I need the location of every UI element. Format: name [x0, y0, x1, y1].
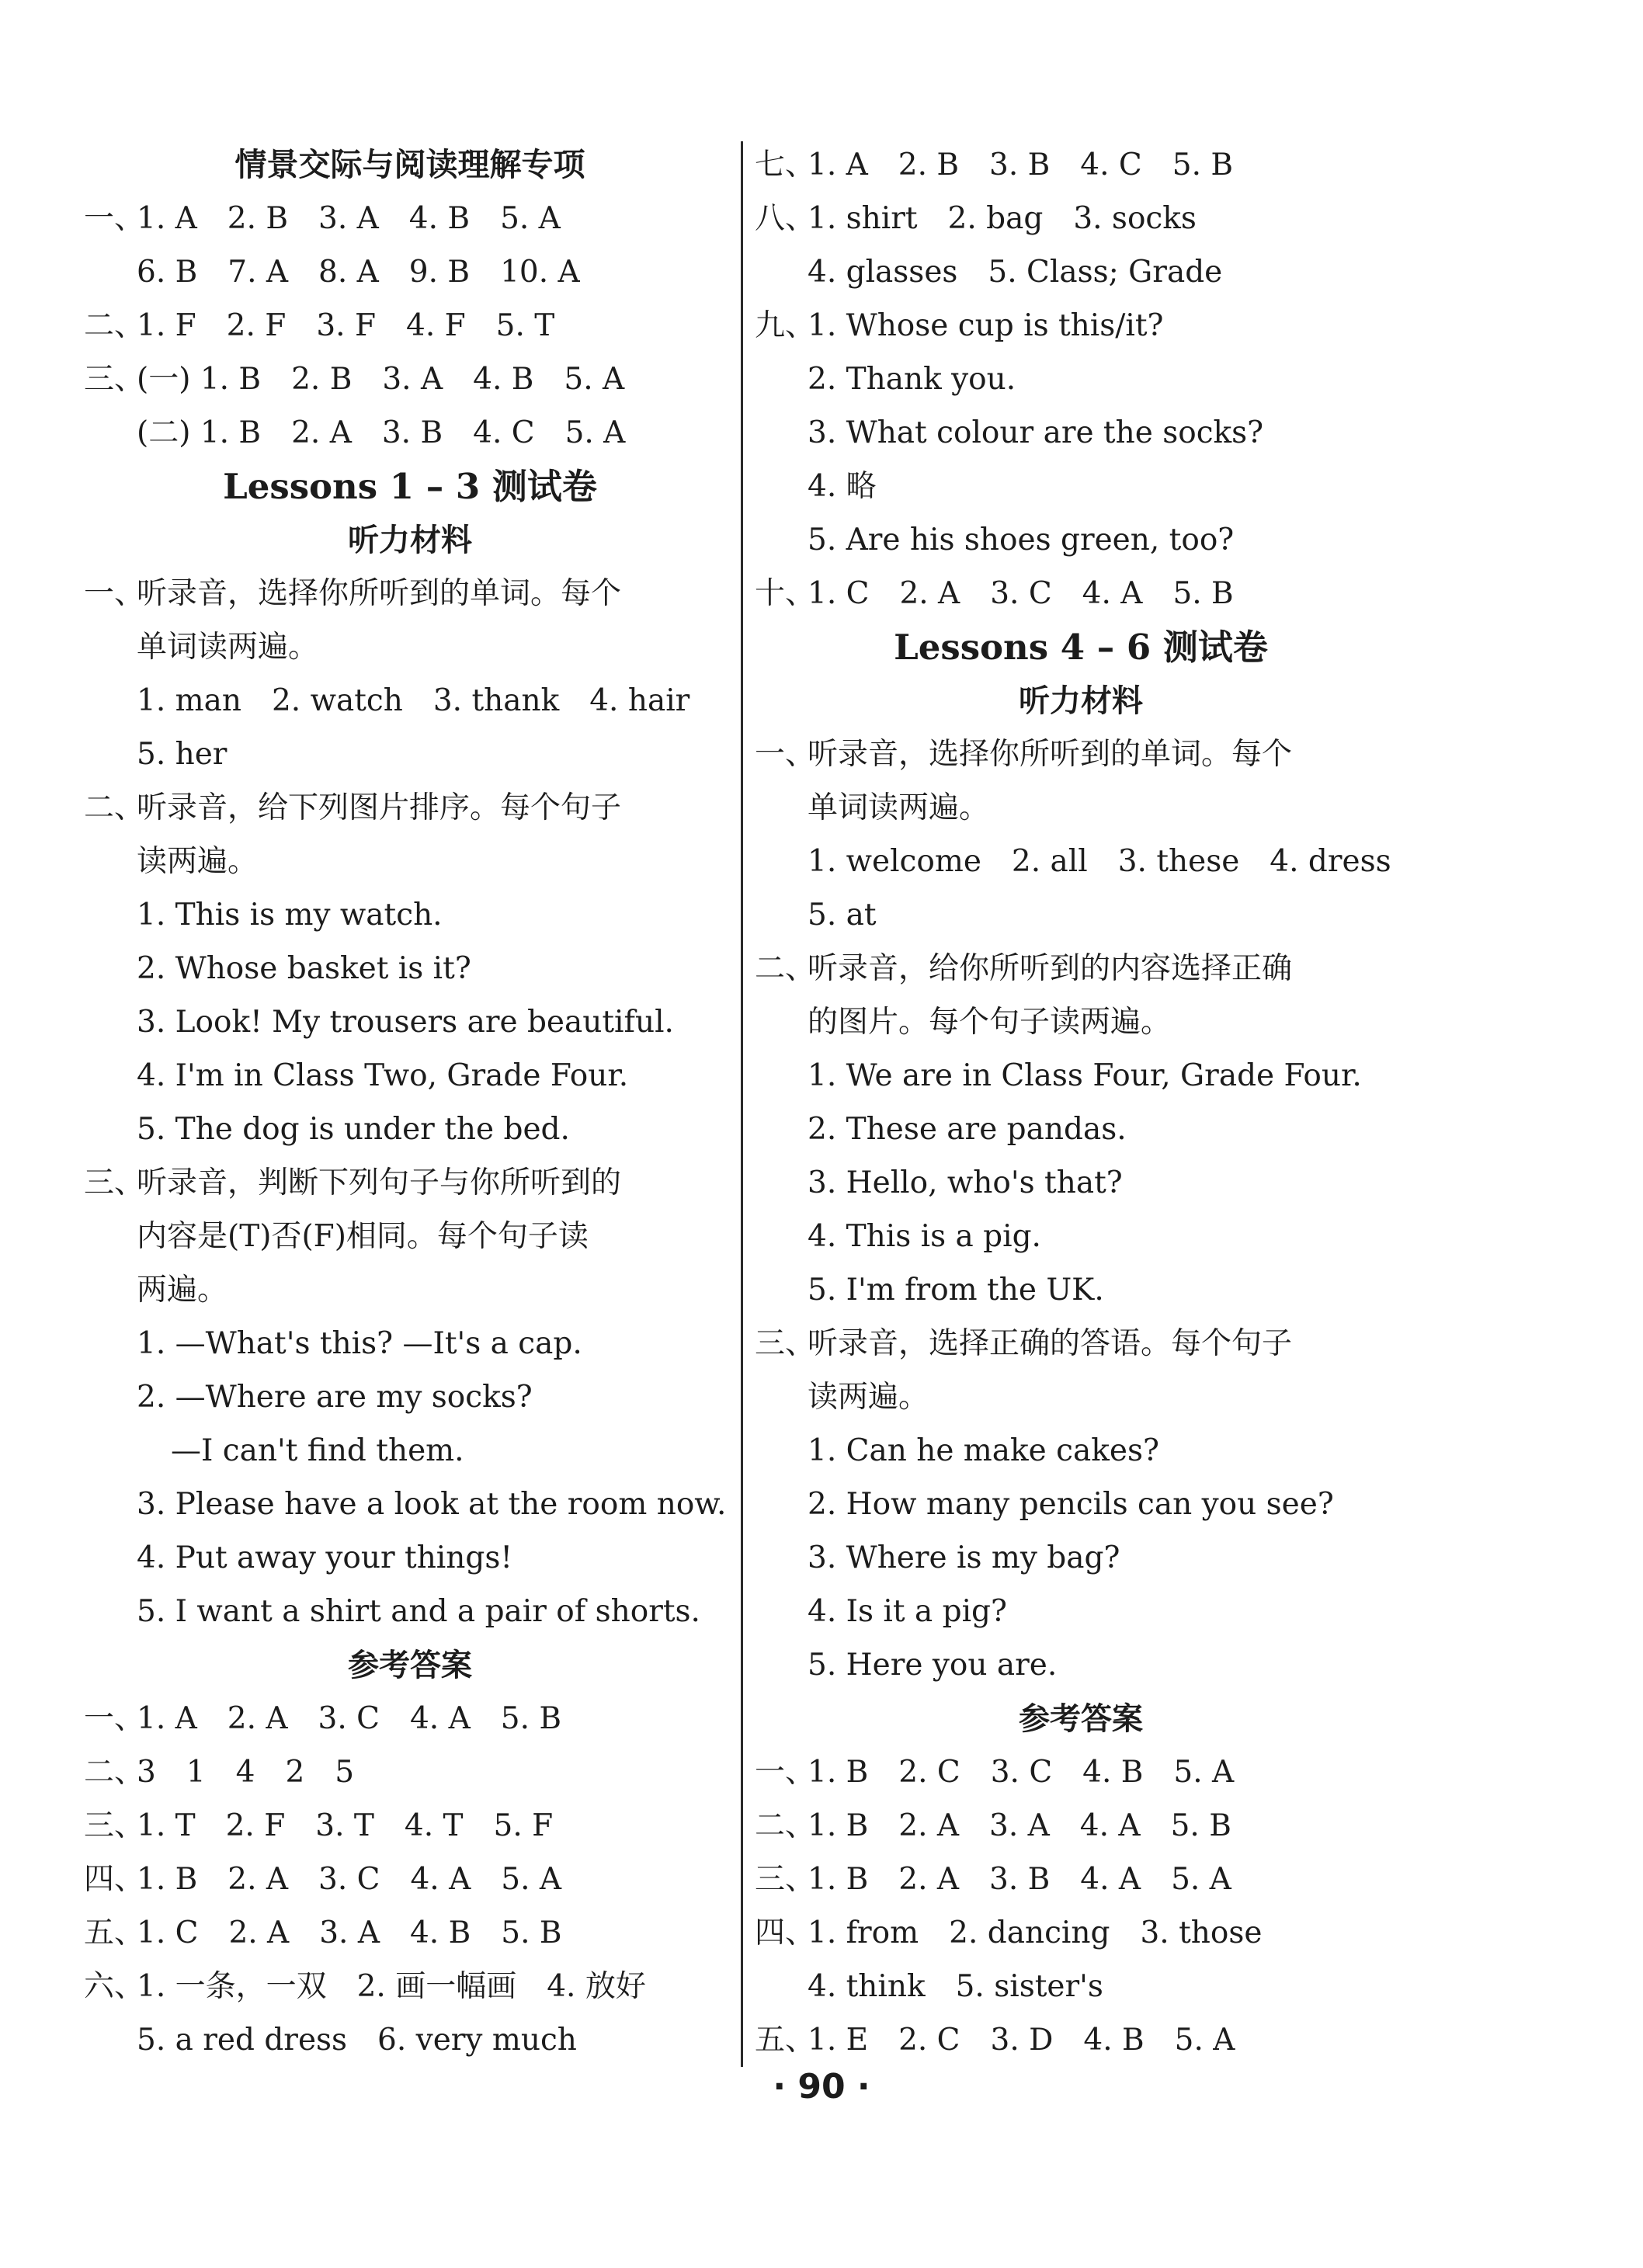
right-line	[755, 620, 1407, 674]
left-line	[84, 995, 736, 1049]
line-text: 5. at	[808, 898, 877, 933]
line-text: 2. —Where are my socks?	[137, 1380, 533, 1415]
line-text: (一) 1. B 2. B 3. A 4. B 5. A	[137, 362, 625, 397]
left-line	[84, 1478, 736, 1531]
line-text: 1. Can he make cakes?	[808, 1433, 1159, 1468]
left-line	[84, 1317, 736, 1370]
line-text: 听录音，判断下列句子与你所听到的	[137, 1165, 622, 1200]
line-text: 4. I'm in Class Two, Grade Four.	[137, 1058, 629, 1093]
line-text: 参考答案	[348, 1647, 472, 1683]
right-line	[755, 781, 1407, 835]
left-line	[84, 835, 736, 888]
line-text: 1. man 2. watch 3. thank 4. hair	[137, 683, 690, 718]
line-text: 两遍。	[137, 1273, 228, 1308]
right-line	[755, 1531, 1407, 1585]
left-line	[84, 1906, 736, 1960]
section-marker: 二、	[84, 308, 145, 343]
line-text: 1. welcome 2. all 3. these 4. dress	[808, 844, 1391, 879]
line-text: 听力材料	[1019, 682, 1143, 719]
line-text: 4. think 5. sister's	[808, 1969, 1103, 2004]
right-line	[755, 1049, 1407, 1103]
left-column	[84, 138, 736, 2067]
left-line	[84, 942, 736, 995]
line-text: 3. Please have a look at the room now.	[137, 1487, 727, 1522]
line-text: 读两遍。	[137, 844, 259, 879]
section-marker: 二、	[755, 951, 816, 986]
line-text: 1. C 2. A 3. A 4. B 5. B	[137, 1915, 562, 1950]
line-text: 5. her	[137, 737, 228, 772]
left-line	[84, 192, 736, 245]
left-line	[84, 781, 736, 835]
left-line	[84, 245, 736, 299]
line-text: 2. These are pandas.	[808, 1112, 1127, 1147]
section-marker: 四、	[84, 1862, 145, 1897]
line-text: 听录音，选择你所听到的单词。每个	[808, 737, 1293, 772]
line-text: 2. How many pencils can you see?	[808, 1487, 1334, 1522]
section-marker: 七、	[755, 148, 816, 182]
right-line	[755, 1478, 1407, 1531]
section-marker: 一、	[755, 737, 816, 772]
right-line	[755, 353, 1407, 406]
right-line	[755, 1799, 1407, 1853]
section-marker: 二、	[755, 1808, 816, 1843]
right-line	[755, 1103, 1407, 1156]
line-text: 听录音，选择正确的答语。每个句子	[808, 1326, 1293, 1361]
right-line	[755, 1638, 1407, 1692]
section-marker: 五、	[755, 2023, 816, 2058]
right-line	[755, 567, 1407, 620]
line-text: Lessons 1 – 3 测试卷	[223, 466, 597, 507]
right-line	[755, 888, 1407, 942]
line-text: 1. B 2. C 3. C 4. B 5. A	[808, 1755, 1235, 1790]
line-text: 读两遍。	[808, 1380, 929, 1415]
right-column	[755, 138, 1407, 2067]
line-text: 听录音，给你所听到的内容选择正确	[808, 951, 1293, 986]
right-line	[755, 1210, 1407, 1263]
line-text: 1. B 2. A 3. B 4. A 5. A	[808, 1862, 1231, 1897]
line-text: —I can't find them.	[171, 1433, 464, 1468]
section-marker: 三、	[84, 1808, 145, 1843]
line-text: 参考答案	[1019, 1700, 1143, 1737]
right-line	[755, 192, 1407, 245]
line-text: 4. 略	[808, 469, 877, 504]
line-text: 3. Hello, who's that?	[808, 1165, 1123, 1200]
line-text: 5. I'm from the UK.	[808, 1273, 1104, 1308]
line-text: 5. The dog is under the bed.	[137, 1112, 570, 1147]
line-text: 情景交际与阅读理解专项	[234, 146, 585, 183]
line-text: 1. A 2. B 3. B 4. C 5. B	[808, 148, 1234, 182]
right-line	[755, 995, 1407, 1049]
line-text: 1. B 2. A 3. C 4. A 5. A	[137, 1862, 562, 1897]
right-line	[755, 674, 1407, 728]
line-text: 1. C 2. A 3. C 4. A 5. B	[808, 576, 1234, 611]
line-text: 4. This is a pig.	[808, 1219, 1041, 1254]
right-line	[755, 299, 1407, 353]
left-line	[84, 1745, 736, 1799]
line-text: 1. T 2. F 3. T 4. T 5. F	[137, 1808, 554, 1843]
line-text: 4. glasses 5. Class; Grade	[808, 255, 1223, 290]
line-text: 2. Whose basket is it?	[137, 951, 471, 986]
left-line	[84, 1103, 736, 1156]
section-marker: 一、	[84, 576, 145, 611]
line-text: 5. Here you are.	[808, 1648, 1058, 1683]
left-line	[84, 674, 736, 728]
section-marker: 十、	[755, 576, 816, 611]
right-line	[755, 245, 1407, 299]
left-line	[84, 888, 736, 942]
line-text: 1. We are in Class Four, Grade Four.	[808, 1058, 1362, 1093]
left-line	[84, 1638, 736, 1692]
left-line	[84, 2013, 736, 2067]
section-marker: 三、	[84, 362, 145, 397]
section-marker: 二、	[84, 790, 145, 825]
right-line	[755, 728, 1407, 781]
left-line	[84, 1263, 736, 1317]
left-line	[84, 1210, 736, 1263]
right-line	[755, 1156, 1407, 1210]
section-marker: 二、	[84, 1755, 145, 1790]
left-line	[84, 138, 736, 192]
left-line	[84, 1585, 736, 1638]
left-line	[84, 299, 736, 353]
right-line	[755, 1906, 1407, 1960]
line-text: 2. Thank you.	[808, 362, 1016, 397]
line-text: 1. E 2. C 3. D 4. B 5. A	[808, 2023, 1235, 2058]
right-line	[755, 1263, 1407, 1317]
right-line	[755, 835, 1407, 888]
line-text: 单词读两遍。	[137, 630, 319, 665]
line-text: 听录音，选择你所听到的单词。每个	[137, 576, 622, 611]
left-line	[84, 567, 736, 620]
line-text: 的图片。每个句子读两遍。	[808, 1005, 1172, 1040]
line-text: 单词读两遍。	[808, 790, 990, 825]
section-marker: 六、	[84, 1969, 145, 2004]
section-marker: 三、	[755, 1326, 816, 1361]
section-marker: 一、	[755, 1755, 816, 1790]
line-text: 1. A 2. A 3. C 4. A 5. B	[137, 1701, 562, 1736]
right-line	[755, 1370, 1407, 1424]
line-text: 5. a red dress 6. very much	[137, 2023, 577, 2058]
right-line	[755, 460, 1407, 513]
line-text: 3. What colour are the socks?	[808, 415, 1264, 450]
line-text: 1. 一条，一双 2. 画一幅画 4. 放好	[137, 1969, 646, 2004]
left-line	[84, 460, 736, 513]
right-line	[755, 138, 1407, 192]
column-divider	[741, 141, 743, 2067]
line-text: 3 1 4 2 5	[137, 1755, 355, 1790]
line-text: 内容是(T)否(F)相同。每个句子读	[137, 1219, 589, 1254]
section-marker: 三、	[755, 1862, 816, 1897]
section-marker: 九、	[755, 308, 816, 343]
left-line	[84, 406, 736, 460]
left-line	[84, 513, 736, 567]
left-line	[84, 1049, 736, 1103]
right-line	[755, 1745, 1407, 1799]
right-line	[755, 1853, 1407, 1906]
section-marker: 三、	[84, 1165, 145, 1200]
right-line	[755, 1317, 1407, 1370]
line-text: 听录音，给下列图片排序。每个句子	[137, 790, 622, 825]
left-line	[84, 1156, 736, 1210]
left-line	[84, 728, 736, 781]
left-line	[84, 353, 736, 406]
line-text: 1. F 2. F 3. F 4. F 5. T	[137, 308, 555, 343]
left-line	[84, 1853, 736, 1906]
right-line	[755, 1585, 1407, 1638]
right-line	[755, 2013, 1407, 2067]
line-text: Lessons 4 – 6 测试卷	[894, 627, 1268, 668]
right-line	[755, 406, 1407, 460]
section-marker: 一、	[84, 201, 145, 236]
right-line	[755, 513, 1407, 567]
right-line	[755, 1424, 1407, 1478]
line-text: 1. —What's this? —It's a cap.	[137, 1326, 582, 1361]
line-text: 1. B 2. A 3. A 4. A 5. B	[808, 1808, 1231, 1843]
line-text: 1. shirt 2. bag 3. socks	[808, 201, 1197, 236]
left-line	[84, 1692, 736, 1745]
line-text: 5. I want a shirt and a pair of shorts.	[137, 1594, 700, 1629]
line-text: 5. Are his shoes green, too?	[808, 523, 1235, 557]
section-marker: 五、	[84, 1915, 145, 1950]
section-marker: 八、	[755, 201, 816, 236]
line-text: 3. Where is my bag?	[808, 1540, 1120, 1575]
line-text: 听力材料	[348, 522, 472, 558]
line-text: 1. A 2. B 3. A 4. B 5. A	[137, 201, 561, 236]
right-line	[755, 1692, 1407, 1745]
section-marker: 四、	[755, 1915, 816, 1950]
line-text: 6. B 7. A 8. A 9. B 10. A	[137, 255, 580, 290]
page-number: · 90 ·	[773, 2067, 870, 2106]
left-line	[84, 1531, 736, 1585]
left-line	[84, 1424, 736, 1478]
right-line	[755, 1960, 1407, 2013]
section-marker: 一、	[84, 1701, 145, 1736]
line-text: 1. Whose cup is this/it?	[808, 308, 1164, 343]
line-text: 1. This is my watch.	[137, 898, 443, 933]
line-text: 3. Look! My trousers are beautiful.	[137, 1005, 674, 1040]
line-text: 1. from 2. dancing 3. those	[808, 1915, 1263, 1950]
left-line	[84, 1799, 736, 1853]
left-line	[84, 620, 736, 674]
line-text: 4. Put away your things!	[137, 1540, 513, 1575]
left-line	[84, 1370, 736, 1424]
line-text: 4. Is it a pig?	[808, 1594, 1007, 1629]
right-line	[755, 942, 1407, 995]
line-text: (二) 1. B 2. A 3. B 4. C 5. A	[137, 415, 626, 450]
left-line	[84, 1960, 736, 2013]
